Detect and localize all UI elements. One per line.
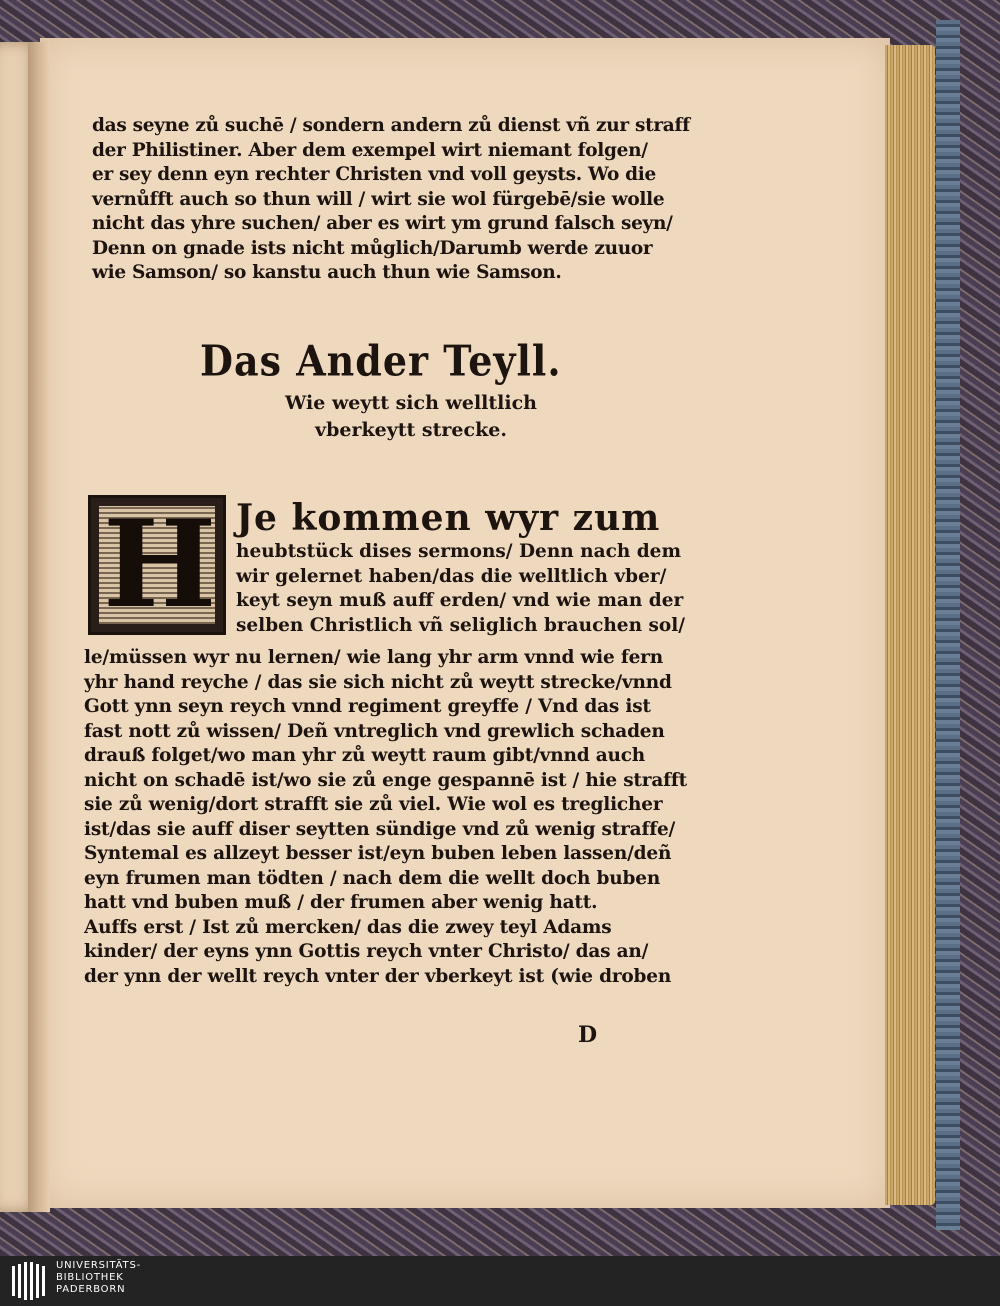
text-line: vernůfft auch so thun will / wirt sie wol fürgebē/sie wolle <box>92 188 665 210</box>
logo-line: BIBLIOTHEK <box>56 1272 124 1283</box>
beside-initial-paragraph <box>236 540 685 638</box>
text-line: wie Samson/ so kanstu auch thun wie Samson. <box>92 262 562 283</box>
university-library-logo-icon[interactable] <box>10 1262 48 1300</box>
logo-line: PADERBORN <box>56 1284 126 1295</box>
subheading-line: Wie weytt sich welltlich <box>285 392 537 414</box>
library-logo-text[interactable] <box>56 1260 141 1296</box>
text-line: nicht on schadē ist/wo sie zů enge gespannē ist / hie strafft <box>84 769 687 791</box>
text-line: yhr hand reyche / das sie sich nicht zů weytt strecke/vnnd <box>84 671 672 693</box>
page-edges <box>885 45 935 1205</box>
text-line: der ynn der wellt reych vnter der vberkeyt ist (wie droben <box>84 965 672 987</box>
text-line: keyt seyn muß auff erden/ vnd wie man der <box>236 590 684 611</box>
book-gutter <box>28 42 50 1212</box>
main-paragraph <box>84 646 687 989</box>
section-heading: Das Ander Teyll. <box>200 335 562 386</box>
text-line: er sey denn eyn rechter Christen vnd voll geysts. Wo die <box>92 164 656 185</box>
subheading-line: vberkeytt strecke. <box>315 419 507 441</box>
decorated-initial <box>88 495 226 635</box>
text-line: ist/das sie auff diser seytten sündige vnd zů wenig straffe/ <box>84 818 676 840</box>
initial-letter: H <box>103 494 217 635</box>
text-line: heubtstück dises sermons/ Denn nach dem <box>236 541 682 562</box>
text-line: drauß folget/wo man yhr zů weytt raum gibt/vnnd auch <box>84 745 646 766</box>
footer-bar <box>0 1256 1000 1306</box>
top-paragraph <box>92 114 692 286</box>
text-line: Gott ynn seyn reych vnnd regiment greyffe / Vnd das ist <box>84 696 651 717</box>
text-line: nicht das yhre suchen/ aber es wirt ym grund falsch seyn/ <box>92 213 673 234</box>
section-subheading <box>256 390 566 444</box>
text-line: Syntemal es allzeyt besser ist/eyn buben leben lassen/deñ <box>84 843 672 864</box>
text-line: Denn on gnade ists nicht můglich/Darumb werde zuuor <box>92 237 653 259</box>
cover-edge <box>936 20 960 1230</box>
text-line: selben Christlich vñ seliglich brauchen sol/ <box>236 614 685 636</box>
signature-mark: D <box>578 1022 598 1048</box>
text-line: kinder/ der eyns ynn Gottis reych vnter Christo/ das an/ <box>84 941 649 962</box>
text-line: sie zů wenig/dort strafft sie zů viel. Wie wol es treglicher <box>84 794 663 815</box>
text-line: hatt vnd buben muß / der frumen aber wenig hatt. <box>84 892 598 913</box>
text-line: Auffs erst / Ist zů mercken/ das die zwey teyl Adams <box>84 916 612 938</box>
text-line: le/müssen wyr nu lernen/ wie lang yhr arm vnnd wie fern <box>84 647 663 668</box>
text-line: der Philistiner. Aber dem exempel wirt niemant folgen/ <box>92 139 648 161</box>
text-line: wir gelernet haben/das die welltlich vber/ <box>236 565 667 587</box>
text-line: eyn frumen man tödten / nach dem die wellt doch buben <box>84 867 661 889</box>
opening-line: Je kommen wyr zum <box>236 497 661 539</box>
logo-line: UNIVERSITÄTS- <box>56 1260 142 1271</box>
text-line: das seyne zů suchē / sondern andern zů dienst vñ zur straff <box>92 115 690 136</box>
text-line: fast nott zů wissen/ Deñ vntreglich vnd grewlich schaden <box>84 720 665 742</box>
